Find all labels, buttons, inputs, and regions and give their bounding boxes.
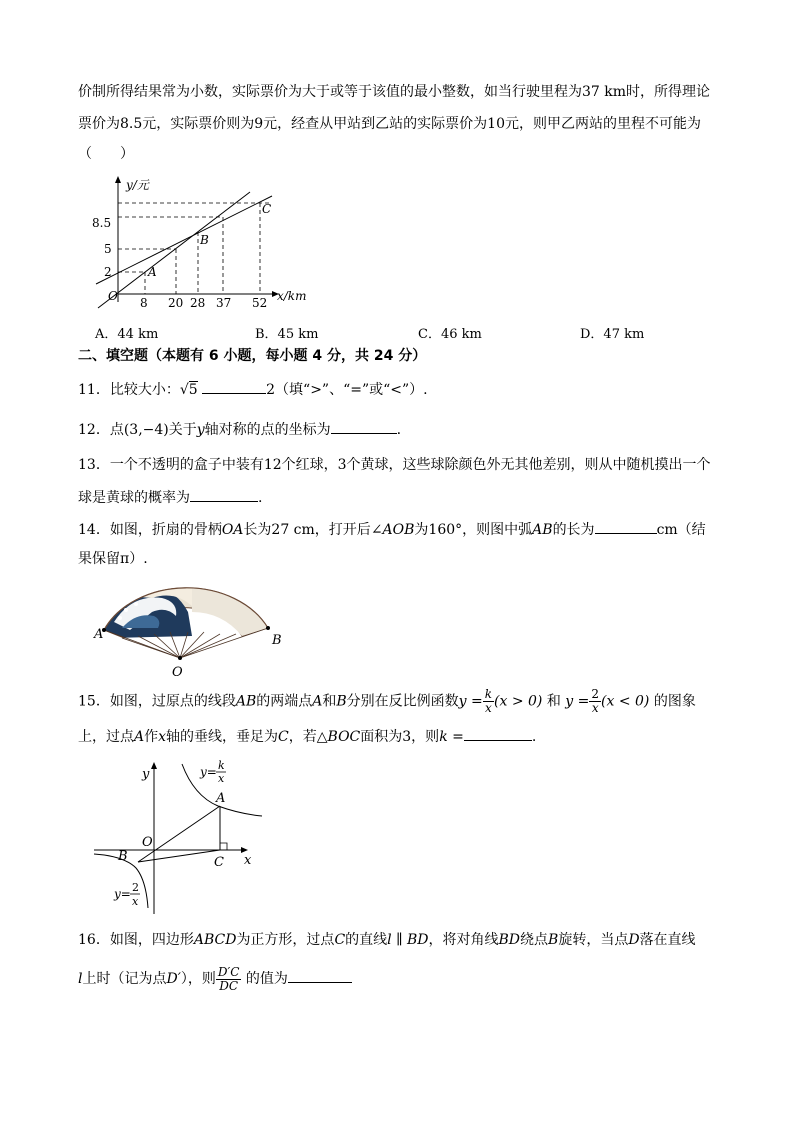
q14-line1 (78, 519, 706, 540)
q16-frac-den: DC (219, 978, 239, 993)
q15-line2-a: A (134, 729, 145, 745)
q10-line2: 票价为8.5元，实际票价则为9元，经查从甲站到乙站的实际票价为10元，则甲乙两站的里程不可能为 (78, 116, 701, 132)
q11-pre: 比较大小： (109, 382, 180, 398)
q15-f1-lhs: y = (458, 693, 483, 710)
inverse-function-graph (94, 758, 264, 916)
q14-blank[interactable] (595, 519, 657, 534)
point-c-label: C (262, 202, 272, 216)
xtick-28: 28 (190, 296, 206, 310)
fare-graph (90, 172, 320, 312)
origin-label: O (108, 289, 118, 303)
q11-num: 11． (78, 382, 110, 398)
q13-end: . (258, 490, 263, 506)
fan-label-b: B (272, 633, 282, 648)
q15-line2-mid2: 轴的垂线，垂足为 (166, 729, 279, 745)
y-axis-label: y/元 (126, 178, 149, 192)
q16-para: l ∥ BD (387, 932, 429, 948)
q16-end: 落在直线 (639, 932, 696, 948)
q16-d: D (628, 932, 640, 948)
g2-a-label: A (216, 791, 226, 806)
fan-label-o: O (172, 665, 183, 680)
q15-line2 (78, 726, 536, 747)
g2-f1-num: k (218, 759, 225, 772)
q12-num: 12． (78, 422, 110, 438)
q16-mid2: 的直线 (345, 932, 388, 948)
option-d[interactable]: D．47 km (580, 327, 645, 342)
q15-line2-k: k = (439, 729, 464, 745)
q16-mid: 为正方形，过点 (236, 932, 335, 948)
q12 (78, 419, 401, 440)
option-a[interactable]: A．44 km (95, 327, 159, 342)
q14-mid: 长为27 cm，打开后 (243, 522, 371, 538)
q12-end: . (396, 422, 402, 438)
q10-answer-paren: （ ） (78, 146, 134, 162)
q15-mid2: 分别在反比例函数 (346, 693, 459, 710)
option-b[interactable]: B．45 km (255, 327, 319, 342)
q15-a: A (312, 693, 323, 710)
x-axis-label: x/km (277, 289, 307, 303)
q11 (78, 379, 428, 400)
q14-angle: ∠AOB (370, 522, 415, 538)
q14-ab: AB (532, 522, 553, 538)
q15-line1 (78, 688, 696, 715)
q14-post: 的长为 (552, 522, 595, 538)
q15-end: 的图象 (653, 693, 696, 710)
q15-line2-x: x (158, 729, 167, 745)
line-steep (98, 192, 250, 308)
q12-point: (3,−4) (123, 422, 169, 438)
q10-line1: 价制所得结果常为小数，实际票价为大于或等于该值的最小整数，如当行驶里程为37 km时，所得理论 (78, 84, 711, 100)
q13-blank[interactable] (190, 487, 258, 502)
q15-f1-cond: (x > 0) (494, 693, 543, 710)
ytick-5: 5 (104, 242, 112, 256)
q16-frac-num: D′C (217, 964, 240, 979)
q14-pre: 14．如图，折扇的骨柄 (78, 522, 222, 538)
g2-f1-lhs: y= (200, 765, 217, 779)
q11-post: 2（填“>”、“=”或“<”）. (266, 382, 428, 398)
q15-line2-mid3: ，若 (288, 729, 317, 745)
q14-end: cm（结 (656, 522, 706, 538)
q16-c: C (334, 932, 346, 948)
q16-l: l (78, 971, 83, 987)
q16-mid4: 绕点 (520, 932, 549, 948)
q16-mid5: 旋转，当点 (558, 932, 629, 948)
q16-mid3: ，将对角线 (428, 932, 499, 948)
q15-line2-c: C (278, 729, 289, 745)
q14-line2: 果保留π）. (78, 551, 148, 567)
q15-line2-end: . (531, 729, 537, 745)
xtick-52: 52 (252, 296, 268, 310)
q16-abcd: ABCD (193, 932, 237, 948)
ytick-2: 2 (104, 265, 112, 279)
q15-and2: 和 (546, 693, 561, 710)
q15-pre: 15．如图，过原点的线段 (78, 693, 236, 710)
q15-f2-cond: (x < 0) (601, 693, 650, 710)
q13-line2 (78, 487, 262, 508)
q15-b: B (336, 693, 347, 710)
g2-c-label: C (214, 855, 224, 870)
q15-mid: 的两端点 (256, 693, 313, 710)
ytick-8.5: 8.5 (92, 216, 112, 230)
g2-o-label: O (142, 835, 153, 850)
g2-y-label: y (142, 767, 150, 782)
line-gentle (96, 196, 272, 284)
q15-tri: △BOC (316, 729, 361, 745)
q11-blank[interactable] (202, 379, 266, 394)
point-a-label: A (148, 265, 157, 279)
fan-figure (92, 572, 292, 680)
xtick-37: 37 (216, 296, 232, 310)
g2-f1-den: x (218, 772, 225, 785)
q13-line2-text: 球是黄球的概率为 (78, 490, 190, 506)
q15-line2-pre: 上，过点 (78, 729, 134, 745)
xtick-8: 8 (140, 296, 148, 310)
g2-f2-den: x (132, 895, 139, 908)
q15-line2-mid4: 面积为3，则 (360, 729, 440, 745)
q16-bd: BD (498, 932, 521, 948)
g2-b-label: B (118, 849, 128, 864)
q12-pre: 点 (109, 422, 124, 438)
sqrt-sign: √ (179, 382, 189, 398)
q15-f2-lhs: y = (565, 693, 590, 710)
q16-pre: 16．如图，四边形 (78, 932, 194, 948)
q16-b: B (548, 932, 559, 948)
q16-fraction (216, 966, 242, 993)
q15-line2-mid: 作 (144, 729, 159, 745)
q16-line2-post: 的值为 (245, 971, 288, 987)
q15-frac-2 (589, 688, 601, 715)
q12-mid: 关于 (168, 422, 197, 438)
q16-line2-mid: ），则 (180, 971, 216, 987)
q16-dp: D′ (166, 971, 181, 987)
q16-line1 (78, 930, 696, 950)
fan-label-a: A (94, 627, 104, 642)
q15-f2-den: x (591, 701, 599, 715)
g2-f2-num: 2 (132, 881, 139, 894)
xtick-20: 20 (168, 296, 184, 310)
point-b-label: B (200, 233, 209, 247)
q15-f1-den: x (485, 701, 492, 715)
sqrt-radicand: 5 (188, 382, 198, 398)
q12-axis: y (196, 422, 205, 438)
q15-f2-num: 2 (591, 687, 600, 701)
option-c[interactable]: C．46 km (418, 327, 482, 342)
g2-x-label: x (244, 853, 252, 868)
q12-post: 轴对称的点的坐标为 (204, 422, 331, 438)
q14-oa: OA (221, 522, 244, 538)
q16-blank[interactable] (288, 968, 352, 983)
q15-blank[interactable] (464, 726, 532, 741)
q15-and: 和 (322, 693, 337, 710)
q13-line1: 13．一个不透明的盒子中装有12个红球，3个黄球，这些球除颜色外无其他差别，则从中随机摸出一个 (78, 457, 711, 473)
q15-f1-num: k (484, 687, 493, 701)
q15-frac-k (483, 688, 494, 715)
q15-ab: AB (235, 693, 257, 710)
section-title: 二、填空题（本题有 6 小题，每小题 4 分，共 24 分） (78, 348, 427, 364)
q14-mid2: 为160°，则图中弧 (414, 522, 533, 538)
q12-blank[interactable] (331, 419, 397, 434)
q16-line2 (78, 964, 352, 994)
q16-line2-pre: 上时（记为点 (82, 971, 167, 987)
g2-f2-lhs: y= (114, 887, 131, 901)
